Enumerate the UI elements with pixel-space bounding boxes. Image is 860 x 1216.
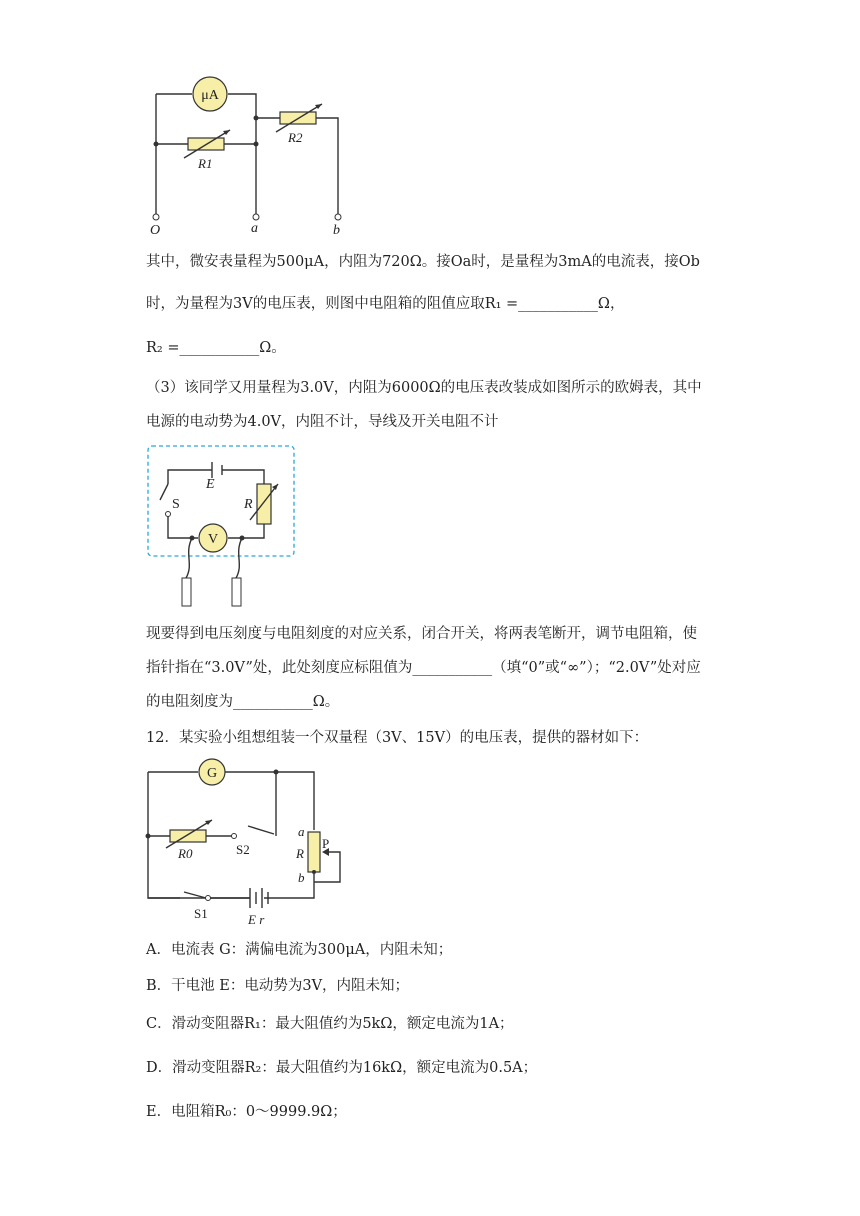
option-c: C．滑动变阻器R₁：最大阻值约为5kΩ，额定电流为1A； [146,1016,514,1032]
b-label: b [298,870,305,885]
option-e: E．电阻箱R₀：0～9999.9Ω； [146,1104,347,1120]
r0-label: R0 [178,846,193,861]
r-label: R [296,846,304,861]
resistor-r0 [170,830,206,842]
p-label: P [322,836,330,851]
para3-line3: 的电阻刻度为___________Ω。 [146,694,340,710]
para1-line1: 其中，微安表量程为500μA，内阻为720Ω。接Oa时，是量程为3mA的电流表，接Ob [146,254,700,270]
terminal-b: b [333,223,340,236]
switch-label: S [172,497,180,512]
microammeter-label: μA [201,88,219,103]
circuit-figure-2 [146,444,298,614]
para1-line3: R₂ =___________Ω。 [146,340,286,356]
question-12-title: 12．某实验小组想组装一个双量程（3V、15V）的电压表，提供的器材如下： [146,730,649,746]
resistor-label: R [244,497,253,512]
voltmeter-label: V [207,532,219,547]
terminal-o: O [150,223,161,236]
s2-label: S2 [236,842,250,857]
option-b: B．干电池 E：电动势为3V，内阻未知； [146,978,410,994]
circuit-figure-3 [140,758,360,928]
rheostat-r [308,832,320,872]
r1-label: R1 [198,156,213,171]
para3-line2: 指针指在“3.0V”处，此处刻度应标阻值为___________（填“0”或“∞”）；“2.0V”处对应 [146,660,701,676]
battery-label: E [206,477,215,492]
s1-label: S1 [194,906,208,921]
para2-line1: （3）该同学又用量程为3.0V，内阻为6000Ω的电压表改装成如图所示的欧姆表，其中 [146,380,702,396]
er-label: E r [248,912,265,927]
resistor-box [257,484,271,524]
para3-line1: 现要得到电压刻度与电阻刻度的对应关系，闭合开关，将两表笔断开，调节电阻箱，使 [146,626,697,642]
circuit-figure-1 [140,76,360,236]
para1-line2: 时，为量程为3V的电压表，则图中电阻箱的阻值应取R₁ =___________Ω， [146,296,625,312]
a-label: a [298,824,305,839]
terminal-a: a [251,221,258,236]
option-a: A．电流表 G：满偏电流为300μA，内阻未知； [146,942,453,958]
option-d: D．滑动变阻器R₂：最大阻值约为16kΩ，额定电流为0.5A； [146,1060,538,1076]
r2-label: R2 [288,130,303,145]
galvanometer-label: G [206,766,218,781]
para2-line2: 电源的电动势为4.0V，内阻不计，导线及开关电阻不计 [146,414,499,430]
